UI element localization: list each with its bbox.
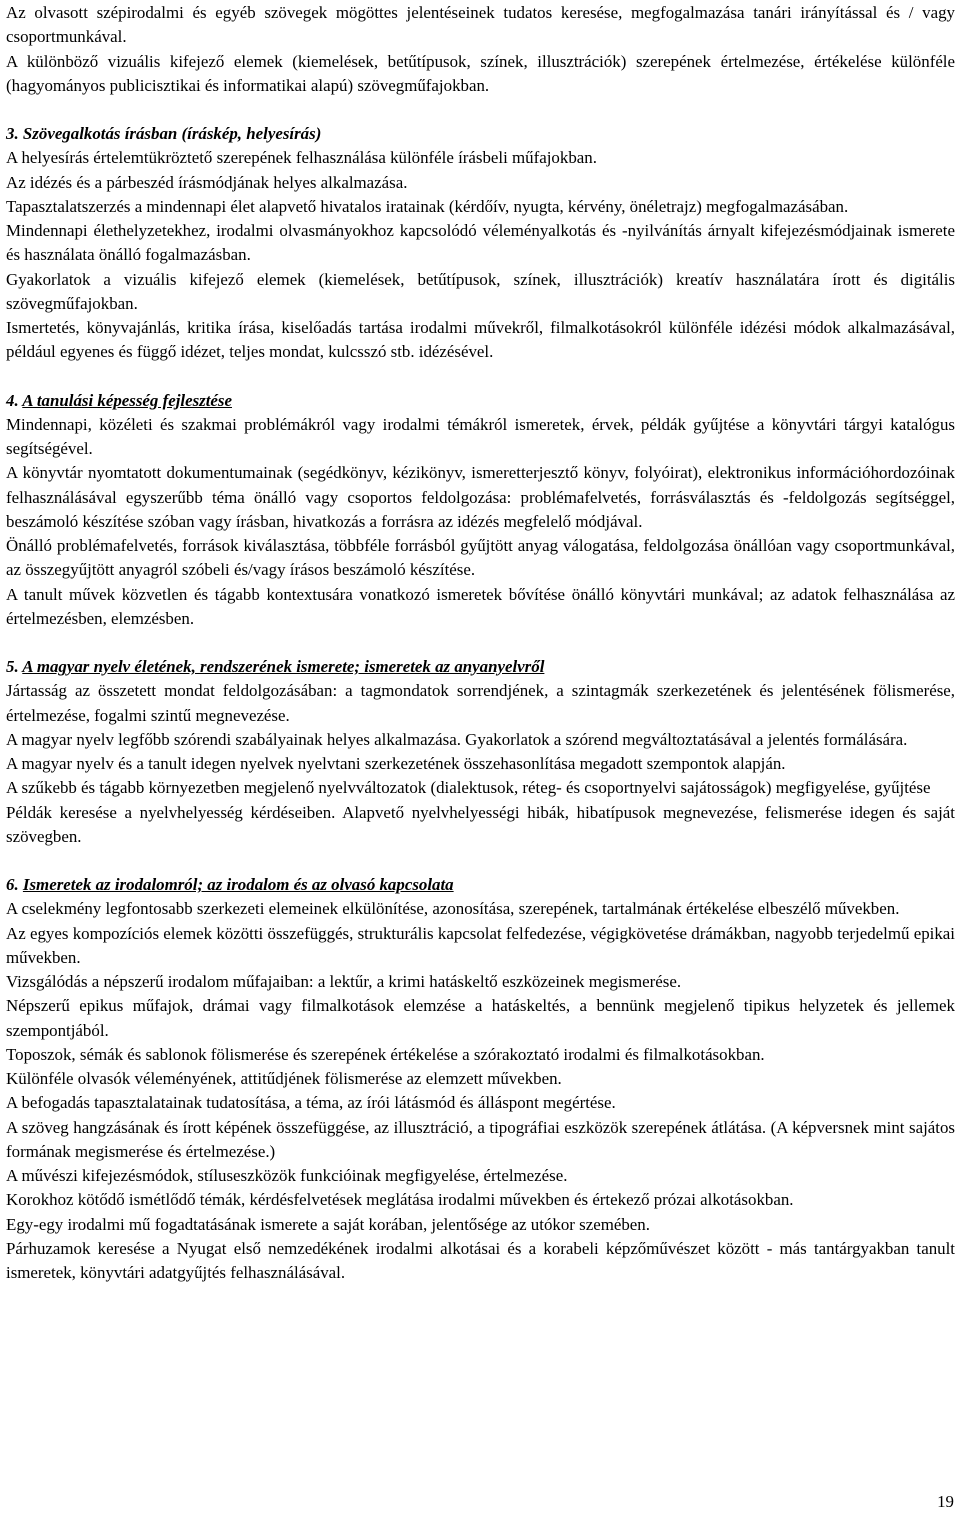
section-6-paragraph: A művészi kifejezésmódok, stíluseszközök funkcióinak megfigyelése, értelmezése. bbox=[6, 1166, 568, 1185]
section-6-paragraph: Párhuzamok keresése a Nyugat első nemzedékének irodalmi alkotásai és a korabeli képzőművészet között - más tantárgyakban tanult ismeretek, könyvtári adatgyűjtés felhasználásával. bbox=[6, 1238, 955, 1282]
section-3-paragraph: Gyakorlatok a vizuális kifejező elemek (kiemelések, betűtípusok, színek, illusztrációk) kreatív használatára írott és digitális szövegműfajokban. bbox=[6, 269, 955, 313]
section-3-paragraph: Mindennapi élethelyzetekhez, irodalmi olvasmányokhoz kapcsolódó véleményalkotás és -nyilvánítás árnyalt kifejezésmódjainak ismerete és használata önálló fogalmazásban. bbox=[6, 221, 955, 265]
section-5-paragraph: Jártasság az összetett mondat feldolgozásában: a tagmondatok sorrendjének, a szintagmák szerkezetének és jelentésének fölismerése, értelmezése, fogalmi szintű megnevezése. bbox=[6, 681, 955, 725]
section-5-title: A magyar nyelv életének, rendszerének ismerete; ismeretek az anyanyelvről bbox=[22, 657, 545, 676]
section-6-paragraph: Korokhoz kötődő ismétlődő témák, kérdésfelvetések meglátása irodalmi művekben és értekező prózai alkotásokban. bbox=[6, 1190, 794, 1210]
section-6-paragraph: Vizsgálódás a népszerű irodalom műfajaiban: a lektűr, a krimi hatáskeltő eszközeinek megismerése. bbox=[6, 972, 682, 991]
section-5-heading bbox=[6, 655, 955, 679]
section-4-paragraph: Önálló problémafelvetés, források kiválasztása, többféle forrásból gyűjtött anyag válogatása, feldolgozása önállóan vagy csoportmunkával, az összegyűjtött anyagról szóbeli és/vagy írásos beszámoló készítése. bbox=[6, 536, 955, 580]
section-6-paragraph: A cselekmény legfontosabb szerkezeti elemeinek elkülönítése, azonosítása, szerepének, tartalmának értékelése elbeszélő művekben. bbox=[6, 899, 900, 919]
section-6-paragraph: A szöveg hangzásának és írott képének összefüggése, az illusztráció, a tipográfiai eszközök szerepének átlátása. (A képversnek mint sajátos formának megismerése és értelmezése.) bbox=[6, 1117, 955, 1161]
section-5-paragraph: A magyar nyelv és a tanult idegen nyelvek nyelvtani szerkezetének összehasonlítása megadott szempontok alapján. bbox=[6, 754, 786, 773]
section-4-paragraph: A tanult művek közvetlen és tágabb kontextusára vonatkozó ismeretek bővítése önálló könyvtári munkával; az adatok felhasználása az értelmezésben, elemzésben. bbox=[6, 584, 955, 628]
section-3-paragraph: A helyesírás értelemtükröztető szerepének felhasználása különféle írásbeli műfajokban. bbox=[6, 148, 597, 168]
section-3-paragraph: Az idézés és a párbeszéd írásmódjának helyes alkalmazása. bbox=[6, 172, 408, 192]
page-number: 19 bbox=[937, 1492, 954, 1511]
section-5-paragraph: A magyar nyelv legfőbb szórendi szabályainak helyes alkalmazása. Gyakorlatok a szórend megváltoztatásával a jelentés formálására. bbox=[6, 729, 908, 749]
section-3-paragraph: Ismertetés, könyvajánlás, kritika írása, kiselőadás tartása irodalmi művekről, filmalkotásokról különféle idézési módok alkalmazásával, például egyenes és függő idézet, teljes mondat, kulcsszó stb. idézésével. bbox=[6, 318, 955, 362]
section-3-heading bbox=[6, 122, 955, 146]
document-body bbox=[6, 1, 955, 1285]
section-4-heading bbox=[6, 389, 955, 413]
section-3-number: 3. bbox=[6, 124, 19, 143]
section-gap bbox=[6, 631, 955, 655]
section-gap bbox=[6, 98, 955, 122]
section-5-number: 5. bbox=[6, 657, 19, 676]
section-6-paragraph: A befogadás tapasztalatainak tudatosítása, a téma, az írói látásmód és álláspont megértése. bbox=[6, 1093, 616, 1113]
section-5-paragraph: Példák keresése a nyelvhelyesség kérdéseiben. Alapvető nyelvhelyességi hibák, hibatípusok megnevezése, felismerése idegen és saját szövegben. bbox=[6, 802, 955, 846]
intro-paragraph-2: A különböző vizuális kifejező elemek (kiemelések, betűtípusok, színek, illusztrációk) szerepének értelmezése, értékelése különféle (hagyományos publicisztikai és informatikai alapú) szövegműfajokban. bbox=[6, 51, 955, 95]
section-5-paragraph: A szűkebb és tágabb környezetben megjelenő nyelvváltozatok (dialektusok, réteg- és csoportnyelvi sajátosságok) megfigyelése, gyűjtése bbox=[6, 778, 931, 798]
section-6-paragraph: Toposzok, sémák és sablonok fölismerése és szerepének értékelése a szórakoztató irodalmi és filmalkotásokban. bbox=[6, 1044, 765, 1064]
section-6-paragraph: Az egyes kompozíciós elemek közötti összefüggés, strukturális kapcsolat felfedezése, végigkövetése drámákban, nagyobb terjedelmű epikai művekben. bbox=[6, 923, 955, 967]
section-6-heading bbox=[6, 873, 955, 897]
intro-paragraph-1: Az olvasott szépirodalmi és egyéb szövegek mögöttes jelentéseinek tudatos keresése, megfogalmazása tanári irányítással és / vagy csoportmunkával. bbox=[6, 3, 955, 47]
section-4-title: A tanulási képesség fejlesztése bbox=[22, 390, 232, 410]
section-gap bbox=[6, 365, 955, 389]
section-4-number: 4. bbox=[6, 390, 19, 410]
section-3-title: Szövegalkotás írásban (íráskép, helyesírás) bbox=[22, 124, 322, 143]
section-3-paragraph: Tapasztalatszerzés a mindennapi élet alapvető hivatalos iratainak (kérdőív, nyugta, kérvény, önéletrajz) megfogalmazásában. bbox=[6, 196, 849, 216]
section-6-number: 6. bbox=[6, 875, 19, 894]
section-6-title: Ismeretek az irodalomról; az irodalom és az olvasó kapcsolata bbox=[22, 875, 454, 894]
section-4-paragraph: A könyvtár nyomtatott dokumentumainak (segédkönyv, kézikönyv, ismeretterjesztő könyv, folyóirat), elektronikus információhordozóinak felhasználásával egyszerűbb téma önálló vagy csoportos feldolgozása: problémafelvetés, forrásválasztás és -feldolgozás segítséggel, beszámoló készítése szóban vagy írásban, hivatkozás a forrásra az idézés megfelelő módjával. bbox=[6, 463, 955, 531]
section-6-paragraph: Különféle olvasók véleményének, attitűdjének fölismerése az elemzett művekben. bbox=[6, 1069, 562, 1088]
section-6-paragraph: Egy-egy irodalmi mű fogadtatásának ismerete a saját korában, jelentősége az utókor szemében. bbox=[6, 1214, 650, 1234]
section-6-paragraph: Népszerű epikus műfajok, drámai vagy filmalkotások elemzése a hatáskeltés, a bennünk megjelenő tipikus helyzetek és jellemek szempontjából. bbox=[6, 996, 955, 1040]
section-4-paragraph: Mindennapi, közéleti és szakmai problémákról vagy irodalmi témákról ismeretek, érvek, példák gyűjtése a könyvtári tárgyi katalógus segítségével. bbox=[6, 414, 955, 458]
section-gap bbox=[6, 849, 955, 873]
